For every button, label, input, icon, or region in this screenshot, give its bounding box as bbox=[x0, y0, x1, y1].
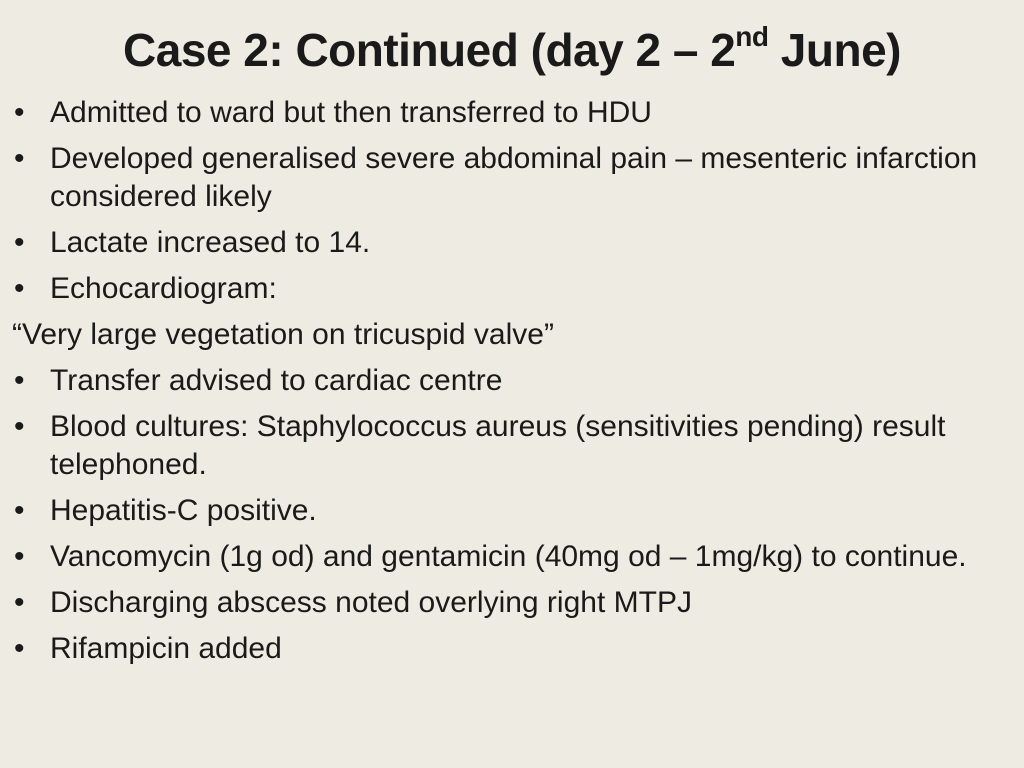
list-item-text: Rifampicin added bbox=[50, 632, 282, 665]
bullet-icon: • bbox=[14, 410, 25, 443]
bullet-icon: • bbox=[14, 632, 25, 665]
bullet-icon: • bbox=[14, 272, 25, 305]
list-item-text: Blood cultures: Staphylococcus aureus (sensitivities pending) result telephoned. bbox=[50, 410, 946, 481]
list-item-text: Discharging abscess noted overlying right MTPJ bbox=[50, 586, 692, 619]
list-item bbox=[10, 492, 1006, 530]
title-superscript: nd bbox=[735, 20, 769, 52]
echo-quote: “Very large vegetation on tricuspid valve” bbox=[12, 318, 554, 351]
bullet-icon: • bbox=[14, 96, 25, 129]
list-item-text: Admitted to ward but then transferred to HDU bbox=[50, 96, 652, 129]
list-item-text: Lactate increased to 14. bbox=[50, 226, 371, 259]
bullet-icon: • bbox=[14, 586, 25, 619]
title-end: June) bbox=[768, 24, 901, 76]
bullet-icon: • bbox=[14, 540, 25, 573]
list-item-text: Vancomycin (1g od) and gentamicin (40mg od – 1mg/kg) to continue. bbox=[50, 540, 967, 573]
bullet-list bbox=[10, 94, 1006, 676]
list-item-text: Developed generalised severe abdominal pain – mesenteric infarction considered likely bbox=[50, 142, 978, 213]
list-item bbox=[10, 224, 1006, 262]
list-item bbox=[10, 538, 1006, 576]
list-item bbox=[10, 362, 1006, 400]
bullet-icon: • bbox=[14, 364, 25, 397]
list-item bbox=[10, 584, 1006, 622]
list-item bbox=[10, 94, 1006, 132]
list-item-text: Transfer advised to cardiac centre bbox=[50, 364, 503, 397]
title-main: Case 2: Continued (day 2 – 2 bbox=[123, 24, 736, 76]
bullet-icon: • bbox=[14, 142, 25, 175]
list-item bbox=[10, 140, 1006, 216]
list-item bbox=[10, 408, 1006, 484]
bullet-icon: • bbox=[14, 226, 25, 259]
list-item bbox=[10, 270, 1006, 308]
bullet-icon: • bbox=[14, 494, 25, 527]
list-item bbox=[10, 630, 1006, 668]
list-item-text: Echocardiogram: bbox=[50, 272, 277, 305]
slide-title bbox=[0, 18, 1024, 82]
list-item-text: Hepatitis-C positive. bbox=[50, 494, 317, 527]
